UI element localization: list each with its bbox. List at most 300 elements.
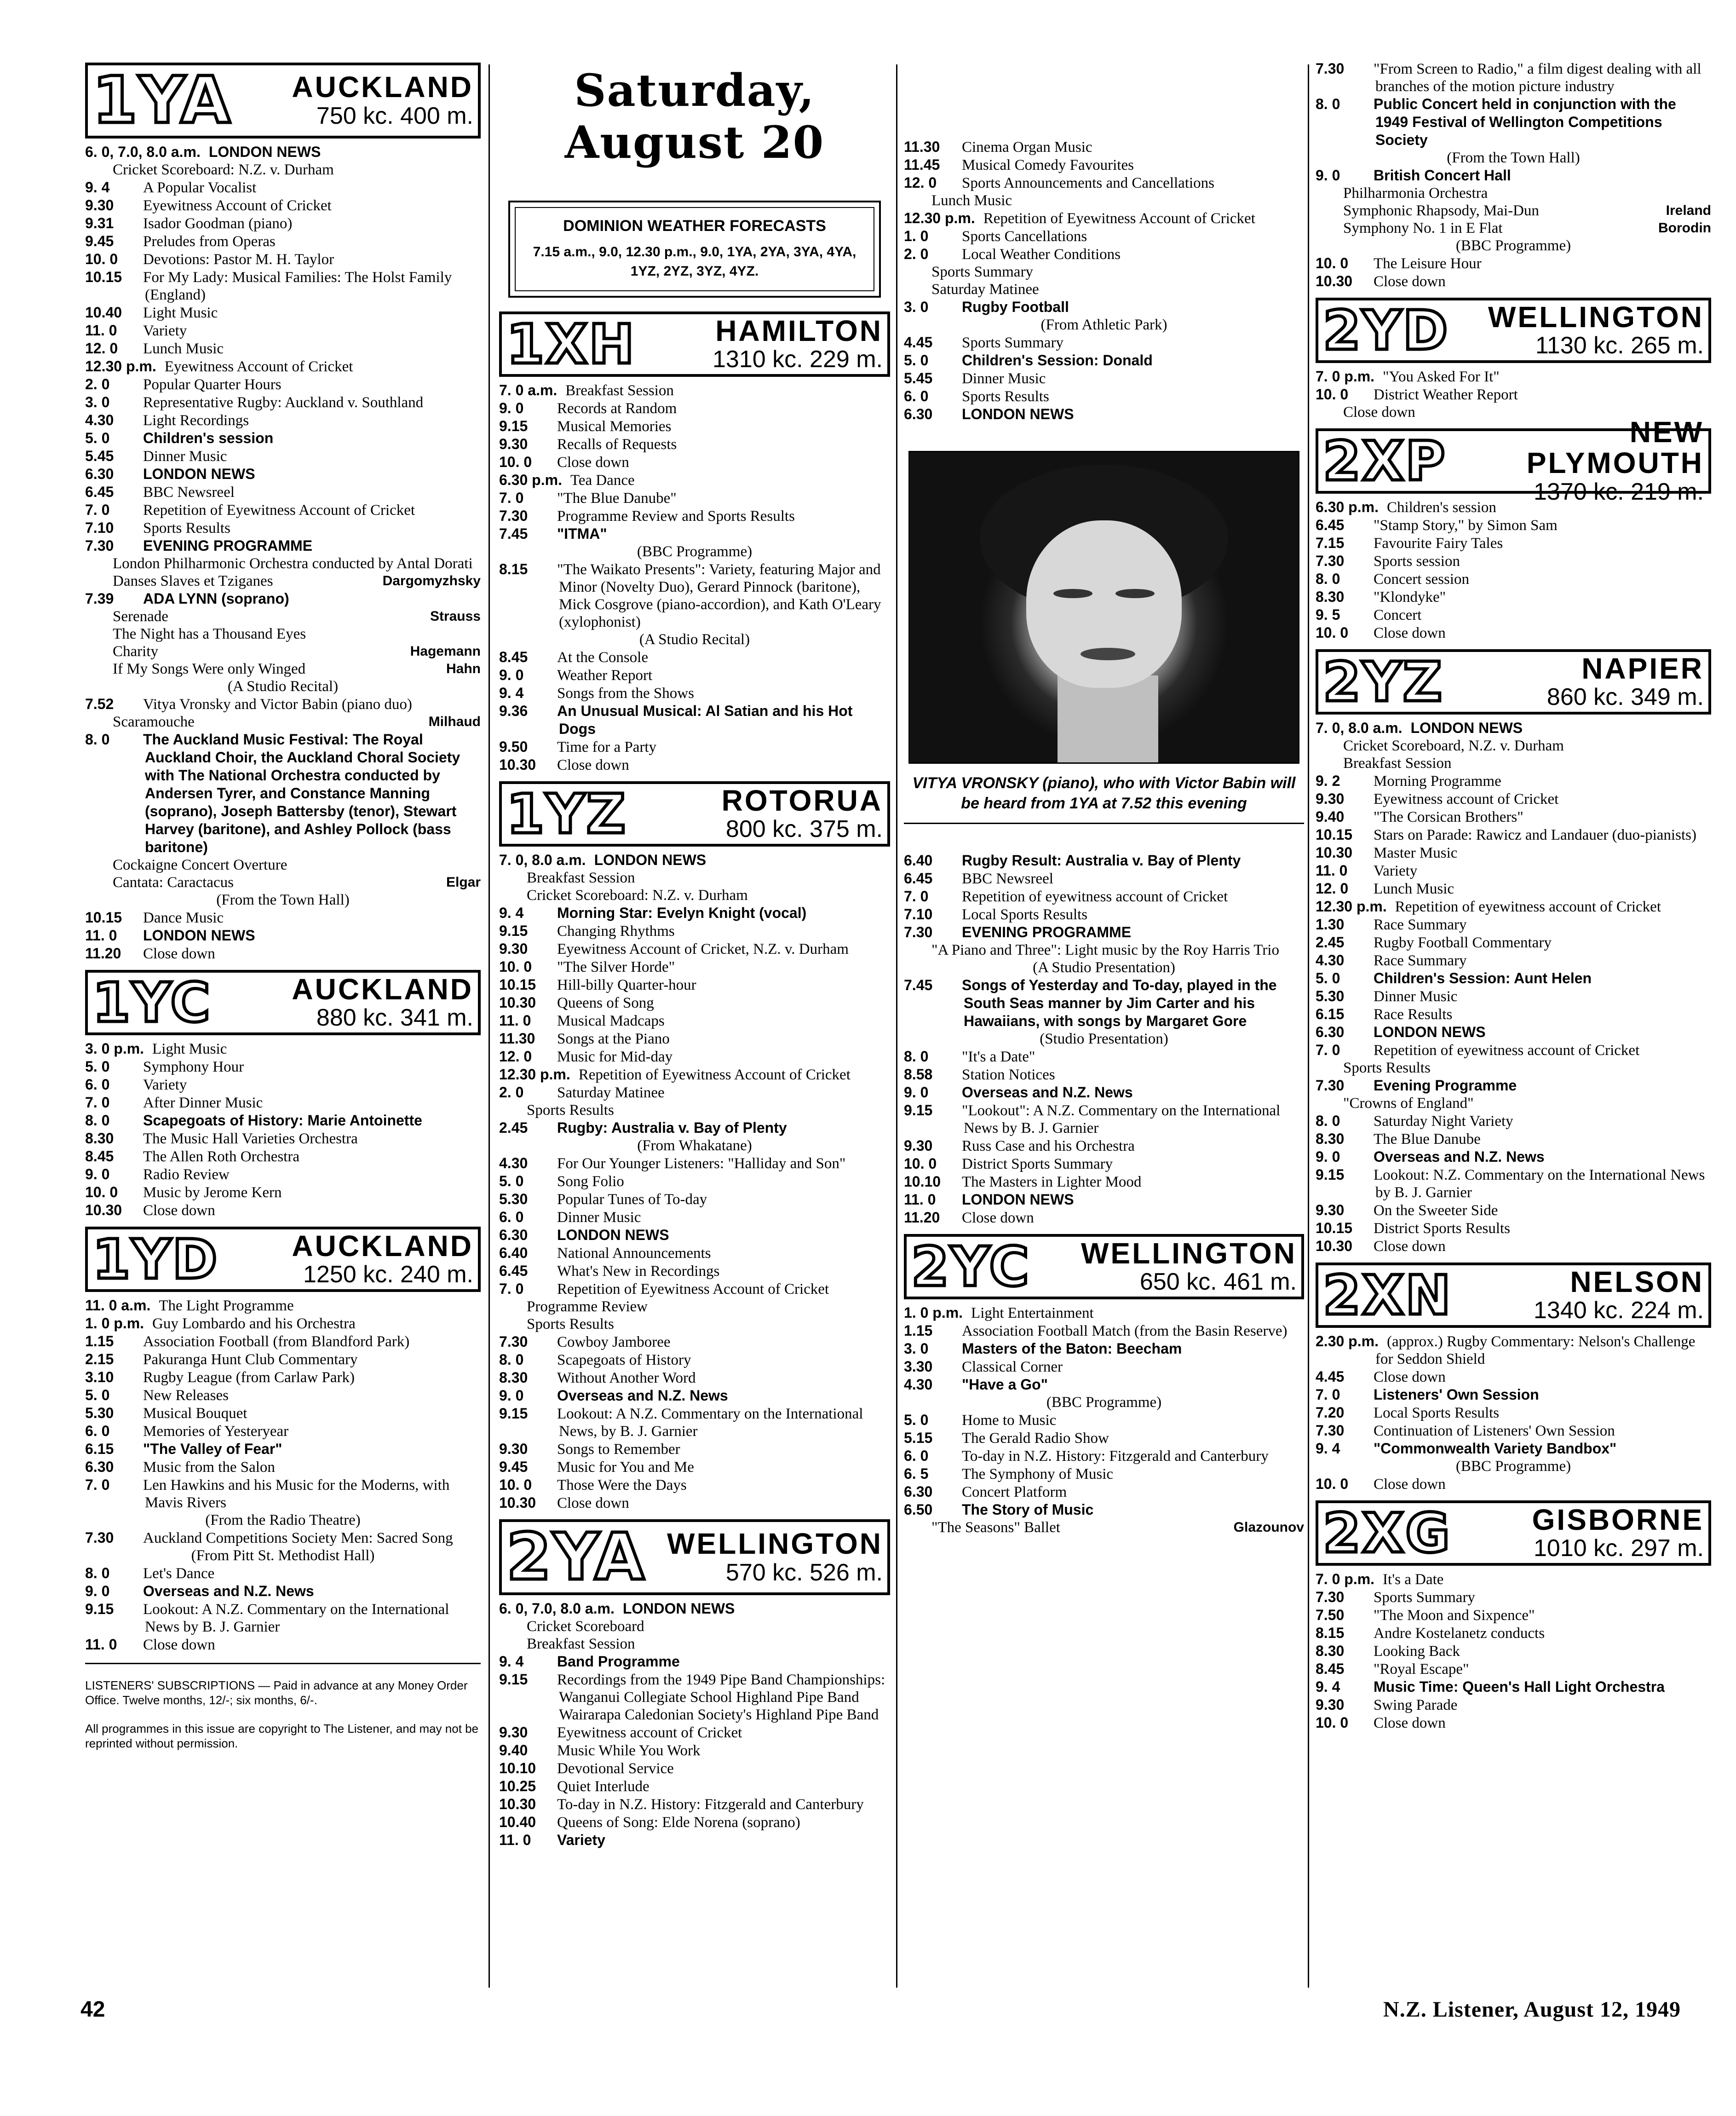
programme-item	[1316, 916, 1711, 934]
programme-item	[85, 678, 481, 695]
programme-item	[904, 316, 1304, 334]
programme-title: LONDON NEWS	[1374, 1024, 1486, 1040]
programme-time: 9. 0	[85, 1166, 110, 1182]
programme-title: Andre Kostelanetz conducts	[1374, 1625, 1545, 1642]
programme-time: 6.15	[85, 1441, 114, 1457]
programme-item	[85, 375, 481, 393]
programme-title: Scapegoats of History: Marie Antoinette	[143, 1112, 422, 1129]
programme-title: Repetition of Eyewitness Account of Cricket	[557, 1281, 829, 1297]
programme-title: Close down	[1374, 1476, 1446, 1493]
programme-item	[904, 852, 1304, 870]
programme-item	[1316, 772, 1711, 790]
programme-time: 12.30 p.m.	[499, 1066, 570, 1083]
programme-time: 7. 0 a.m.	[499, 382, 558, 398]
programme-title: Children's session	[143, 430, 274, 446]
programme-title: Cricket Scoreboard: N.Z. v. Durham	[527, 887, 748, 904]
programme-item	[904, 1465, 1304, 1483]
station-frequency: 1130 kc. 265 m.	[1535, 332, 1704, 359]
programme-time: 8. 0	[1316, 1113, 1340, 1129]
programme-item	[1316, 386, 1711, 404]
programme-item	[499, 543, 890, 560]
programme-time: 7. 0	[499, 1280, 524, 1297]
programme-title: Eyewitness Account of Cricket	[164, 358, 353, 375]
programme-item	[904, 387, 1304, 405]
programme-time: 7. 0, 8.0 a.m.	[1316, 720, 1403, 736]
programme-title: "Crowns of England"	[1343, 1095, 1474, 1112]
programme-time: 9. 4	[499, 905, 524, 921]
programme-title: Close down	[1374, 1715, 1446, 1731]
programme-title: (A Studio Presentation)	[1033, 959, 1175, 976]
programme-title: (A Studio Recital)	[639, 631, 750, 648]
programme-title: Close down	[143, 1202, 215, 1219]
programme-title: Cricket Scoreboard: N.Z. v. Durham	[113, 161, 334, 178]
station-frequency: 800 kc. 375 m.	[725, 816, 883, 842]
programme-title: Station Notices	[962, 1067, 1055, 1083]
column-rule	[489, 64, 490, 1988]
programme-item	[1316, 1237, 1711, 1255]
programme-time: 11.20	[85, 945, 121, 962]
programme-time: 7.15	[1316, 535, 1345, 551]
programme-item	[904, 1501, 1304, 1519]
programme-time: 12.30 p.m.	[1316, 898, 1387, 915]
programme-item	[499, 940, 890, 958]
programme-time: 10. 0	[1316, 1476, 1349, 1492]
programme-title: At the Console	[557, 649, 648, 666]
programme-title: Programme Review and Sports Results	[557, 508, 795, 525]
subscriptions-note: LISTENERS' SUBSCRIPTIONS — Paid in advance at any Money Order Office. Twelve months, 12/-; six months, 6/-.	[85, 1678, 468, 1707]
programme-item	[1316, 60, 1711, 95]
programme-item	[1316, 624, 1711, 642]
programme-item	[499, 1066, 890, 1084]
programme-item	[904, 298, 1304, 316]
programme-title: (From the Radio Theatre)	[205, 1512, 361, 1528]
programme-item	[904, 245, 1304, 263]
programme-time: 7.30	[1316, 1077, 1345, 1094]
programme-item	[1316, 1475, 1711, 1493]
programme-title: Morning Programme	[1374, 773, 1501, 790]
programme-title: "You Asked For It"	[1383, 369, 1500, 385]
programme-item	[904, 941, 1304, 959]
programme-item	[85, 501, 481, 519]
programme-time: 7.52	[85, 696, 114, 712]
programme-item	[499, 1831, 890, 1849]
callsign: 1YC	[92, 971, 212, 1034]
programme-item	[85, 1350, 481, 1368]
programme-title: Breakfast Session	[527, 870, 635, 886]
programme-item	[85, 1386, 481, 1404]
programme-time: 6.30	[499, 1227, 528, 1243]
programme-item	[499, 1119, 890, 1137]
programme-title: Popular Quarter Hours	[143, 376, 282, 393]
station-1ya	[85, 63, 481, 963]
photo-caption: VITYA VRONSKY (piano), who with Victor Babin will be heard from 1YA at 7.52 this evening	[904, 773, 1304, 824]
programme-title: Music Time: Queen's Hall Light Orchestra	[1374, 1678, 1665, 1695]
programme-item	[1316, 552, 1711, 570]
programme-title: Songs from the Shows	[557, 685, 694, 702]
programme-title: Favourite Fairy Tales	[1374, 535, 1503, 552]
programme-time: 10.15	[499, 976, 536, 993]
programme-time: 7. 0	[1316, 1386, 1340, 1403]
programme-title: Hill-billy Quarter-hour	[557, 977, 696, 993]
station-2yd	[1316, 298, 1711, 421]
programme-title: Cockaigne Concert Overture	[113, 857, 287, 873]
programme-title: Sports session	[1374, 553, 1460, 570]
programme-title: Len Hawkins and his Music for the Moderns, with Mavis Rivers	[143, 1477, 450, 1511]
programme-title: LONDON NEWS	[962, 1191, 1074, 1208]
programme-item	[499, 1048, 890, 1066]
programme-time: 10.30	[499, 1494, 536, 1511]
programme-item	[85, 555, 481, 572]
programme-list	[904, 138, 1304, 423]
programme-time: 6. 0	[904, 1447, 929, 1464]
programme-time: 9. 0	[499, 1387, 524, 1404]
programme-time: 9. 4	[499, 685, 524, 701]
station-1yd	[85, 1227, 481, 1654]
weather-times: 7.15 a.m., 9.0, 12.30 p.m., 9.0, 1YA, 2YA, 3YA, 4YA, 1YZ, 2YZ, 3YZ, 4YZ.	[533, 244, 857, 279]
programme-item	[904, 138, 1304, 156]
programme-title: Preludes from Operas	[143, 233, 276, 250]
programme-title: Race Summary	[1374, 952, 1467, 969]
programme-title: LONDON NEWS	[962, 406, 1074, 422]
programme-title: Overseas and N.Z. News	[557, 1387, 728, 1404]
station-1yz	[499, 781, 890, 1512]
programme-title: Lunch Music	[143, 340, 224, 357]
programme-title: Local Sports Results	[1374, 1405, 1500, 1421]
programme-time: 4.30	[85, 412, 114, 428]
programme-title: Close down	[1343, 404, 1415, 421]
programme-item	[1316, 1404, 1711, 1422]
programme-time: 10.40	[85, 304, 122, 321]
programme-title: Sports Results	[143, 520, 230, 536]
station-city: NAPIER	[1581, 652, 1704, 685]
programme-item	[499, 1262, 890, 1280]
programme-title: The Masters in Lighter Mood	[962, 1174, 1142, 1190]
programme-item	[85, 447, 481, 465]
programme-time: 9.15	[499, 923, 528, 939]
programme-time: 9. 4	[499, 1653, 524, 1670]
programme-title: Dinner Music	[143, 448, 227, 465]
programme-title: Repetition of eyewitness account of Cricket	[962, 888, 1228, 905]
station-header	[904, 1234, 1304, 1299]
programme-title: Sports Results	[527, 1102, 614, 1119]
composer: Borodin	[1658, 220, 1711, 236]
programme-item	[1316, 844, 1711, 862]
programme-time: 7. 0	[499, 490, 524, 506]
programme-time: 9.30	[499, 436, 528, 452]
programme-time: 5. 0	[85, 430, 110, 446]
programme-item	[499, 1476, 890, 1494]
programme-title: District Weather Report	[1374, 386, 1518, 403]
programme-list	[1316, 60, 1711, 290]
programme-time: 1. 0 p.m.	[85, 1315, 144, 1332]
programme-time: 10.25	[499, 1778, 536, 1794]
programme-item	[499, 1671, 890, 1724]
programme-title: Without Another Word	[557, 1370, 696, 1386]
programme-item	[85, 713, 481, 731]
programme-time: 6.45	[1316, 517, 1345, 533]
programme-time: 8. 0	[1316, 96, 1340, 112]
programme-title: Concert Platform	[962, 1484, 1067, 1500]
programme-item	[1316, 934, 1711, 951]
programme-time: 7.30	[499, 1333, 528, 1350]
programme-item	[499, 381, 890, 399]
station-header	[499, 781, 890, 847]
programme-title: Master Music	[1374, 845, 1458, 861]
station-header	[499, 311, 890, 377]
programme-title: Light Music	[143, 305, 218, 321]
programme-time: 9.15	[85, 1601, 114, 1617]
programme-list	[85, 143, 481, 963]
programme-item	[85, 196, 481, 214]
programme-time: 7.50	[1316, 1607, 1345, 1623]
programme-time: 12.30 p.m.	[904, 210, 975, 226]
programme-item	[85, 856, 481, 874]
programme-item	[85, 1040, 481, 1058]
programme-title: The Story of Music	[962, 1501, 1094, 1518]
programme-item	[1316, 1606, 1711, 1624]
programme-item	[904, 1101, 1304, 1137]
programme-title: Those Were the Days	[557, 1477, 687, 1493]
programme-title: Lookout: A N.Z. Commentary on the International News by B. J. Garnier	[143, 1601, 449, 1635]
programme-time: 9. 5	[1316, 606, 1340, 623]
programme-time: 7. 0 p.m.	[1316, 368, 1375, 385]
programme-title: Close down	[557, 454, 629, 471]
programme-time: 7.45	[904, 977, 933, 993]
programme-item	[1316, 1696, 1711, 1714]
programme-item	[85, 909, 481, 927]
programme-item	[1316, 1059, 1711, 1077]
programme-item	[499, 851, 890, 869]
column-rule	[896, 64, 897, 1988]
programme-time: 2. 0	[499, 1084, 524, 1101]
station-city: AUCKLAND	[292, 1229, 473, 1263]
programme-title: Saturday Matinee	[557, 1084, 665, 1101]
programme-item	[1316, 237, 1711, 254]
programme-title: Close down	[557, 1495, 629, 1511]
programme-title: Variety	[143, 323, 187, 339]
programme-title: Light Entertainment	[971, 1305, 1094, 1321]
programme-item	[1316, 1458, 1711, 1475]
programme-item	[904, 352, 1304, 369]
programme-time: 7.30	[85, 1529, 114, 1546]
programme-title: "The Waikato Presents": Variety, featuring Major and Minor (Novelty Duo), Gerard Pinnock (baritone), Mick Cosgrove (piano-accordion), and Kath O'Leary (xylophonist)	[557, 561, 881, 630]
programme-title: Musical Memories	[557, 418, 672, 435]
programme-time: 6. 0, 7.0, 8.0 a.m.	[499, 1600, 615, 1617]
programme-time: 11. 0	[499, 1012, 531, 1029]
programme-item	[499, 1618, 890, 1635]
programme-item	[499, 507, 890, 525]
station-2yc	[904, 1234, 1304, 1536]
programme-title: Sports Cancellations	[962, 228, 1087, 245]
programme-item	[904, 1376, 1304, 1394]
programme-item	[904, 209, 1304, 227]
programme-time: 10.15	[85, 269, 122, 285]
programme-item	[85, 1130, 481, 1147]
programme-title: London Philharmonic Orchestra conducted by Antal Dorati	[113, 555, 473, 572]
programme-title: Changing Rhythms	[557, 923, 675, 940]
programme-time: 4.45	[904, 334, 933, 351]
programme-item	[85, 945, 481, 963]
column-1	[85, 55, 481, 1751]
programme-item	[904, 1483, 1304, 1501]
programme-item	[85, 1529, 481, 1547]
programme-item	[499, 1208, 890, 1226]
programme-item	[1316, 1386, 1711, 1404]
programme-title: BBC Newsreel	[962, 871, 1053, 887]
programme-title: Lookout: A N.Z. Commentary on the International News, by B. J. Garnier	[557, 1406, 863, 1440]
station-city: WELLINGTON	[1081, 1236, 1297, 1270]
programme-title: Close down	[1374, 273, 1446, 290]
programme-time: 7.39	[85, 590, 114, 607]
programme-time: 4.45	[1316, 1368, 1345, 1385]
programme-time: 6. 0	[85, 1076, 110, 1093]
programme-time: 2.15	[85, 1351, 114, 1367]
page-number: 42	[80, 1997, 105, 2022]
programme-title: "Commonwealth Variety Bandbox"	[1374, 1440, 1617, 1457]
station-header	[499, 1519, 890, 1595]
programme-item	[499, 756, 890, 774]
programme-item	[1316, 1642, 1711, 1660]
programme-item	[1316, 1440, 1711, 1458]
programme-title: For Our Younger Listeners: "Halliday and Son"	[557, 1155, 846, 1172]
programme-title: Close down	[143, 946, 215, 962]
programme-time: 8.30	[1316, 1130, 1345, 1147]
programme-title: Concert session	[1374, 571, 1470, 588]
programme-title: "Have a Go"	[962, 1376, 1048, 1393]
programme-item	[499, 1244, 890, 1262]
programme-item	[1316, 1422, 1711, 1440]
programme-time: 10. 0	[904, 1155, 937, 1172]
programme-time: 8.30	[1316, 588, 1345, 605]
programme-time: 6. 0	[904, 388, 929, 404]
programme-item	[85, 411, 481, 429]
programme-title: Rugby Football	[962, 299, 1069, 315]
programme-item	[85, 1458, 481, 1476]
programme-title: "The Blue Danube"	[557, 490, 677, 507]
programme-item	[499, 1741, 890, 1759]
programme-time: 3. 0	[85, 394, 110, 410]
programme-title: Race Summary	[1374, 917, 1467, 933]
programme-time: 6.30	[1316, 1024, 1345, 1040]
programme-title: Lunch Music	[931, 192, 1012, 209]
programme-list	[1316, 368, 1711, 421]
programme-time: 10. 0	[85, 1184, 118, 1200]
programme-time: 9.40	[1316, 808, 1345, 825]
programme-title: "ITMA"	[557, 525, 607, 542]
programme-item	[1316, 254, 1711, 272]
programme-time: 8.58	[904, 1066, 933, 1083]
programme-title: Sports Results	[527, 1316, 614, 1332]
programme-title: (A Studio Recital)	[227, 678, 339, 695]
programme-title: For My Lady: Musical Families: The Holst Family (England)	[143, 269, 452, 303]
programme-time: 10.30	[1316, 1238, 1353, 1254]
programme-time: 9.45	[499, 1459, 528, 1475]
programme-title: Radio Review	[143, 1166, 230, 1183]
programme-item	[85, 660, 481, 678]
programme-time: 9.30	[1316, 1696, 1345, 1713]
programme-item	[85, 161, 481, 179]
programme-item	[499, 560, 890, 631]
programme-time: 6.40	[904, 852, 933, 869]
station-frequency: 650 kc. 461 m.	[1139, 1268, 1297, 1295]
programme-time: 7.30	[1316, 553, 1345, 569]
programme-time: 8.45	[1316, 1661, 1345, 1677]
programme-time: 7. 0	[904, 888, 929, 905]
programme-time: 8.15	[499, 561, 528, 577]
composer: Dargomyzhsky	[382, 573, 481, 588]
programme-item	[85, 1297, 481, 1315]
programme-title: "Klondyke"	[1374, 589, 1446, 605]
programme-title: Breakfast Session	[565, 382, 674, 399]
programme-item	[904, 1304, 1304, 1322]
composer: Hagemann	[410, 644, 481, 659]
programme-title: Music for You and Me	[557, 1459, 694, 1476]
programme-item	[499, 1813, 890, 1831]
programme-item	[1316, 987, 1711, 1005]
programme-time: 11. 0	[499, 1832, 531, 1848]
programme-item	[904, 1322, 1304, 1340]
programme-time: 10.30	[1316, 273, 1353, 289]
station-city: NELSON	[1570, 1265, 1704, 1298]
programme-time: 5.15	[904, 1430, 933, 1446]
programme-time: 11.45	[904, 156, 940, 173]
programme-title: "A Piano and Three": Light music by the Roy Harris Trio	[931, 942, 1279, 958]
programme-item	[1316, 1678, 1711, 1696]
programme-list	[1316, 719, 1711, 1255]
programme-item	[1316, 969, 1711, 987]
programme-item	[499, 666, 890, 684]
programme-item	[499, 869, 890, 887]
programme-title: Dinner Music	[1374, 988, 1458, 1005]
programme-time: 2.45	[1316, 934, 1345, 951]
programme-time: 12. 0	[904, 174, 937, 191]
programme-time: 8. 0	[499, 1351, 524, 1368]
programme-time: 3. 0	[904, 299, 929, 315]
programme-item	[499, 1333, 890, 1351]
programme-title: Eyewitness account of Cricket	[1374, 791, 1559, 807]
station-city: AUCKLAND	[292, 70, 473, 104]
programme-title: LONDON NEWS	[143, 927, 255, 944]
programme-title: Eyewitness Account of Cricket	[143, 197, 332, 214]
programme-time: 9.15	[1316, 1166, 1345, 1183]
programme-time: 6. 0	[85, 1423, 110, 1439]
programme-item	[904, 281, 1304, 298]
programme-item	[1316, 1714, 1711, 1732]
programme-title: Weather Report	[557, 667, 653, 684]
programme-title: LONDON NEWS	[622, 1600, 735, 1617]
programme-title: Close down	[1374, 625, 1446, 641]
programme-item	[499, 1030, 890, 1048]
programme-title: Pakuranga Hunt Club Commentary	[143, 1351, 358, 1368]
programme-title: Scapegoats of History	[557, 1352, 691, 1368]
programme-time: 8. 0	[1316, 571, 1340, 587]
programme-item	[499, 471, 890, 489]
programme-title: Morning Star: Evelyn Knight (vocal)	[557, 905, 807, 921]
programme-title: Philharmonia Orchestra	[1343, 185, 1488, 202]
programme-time: 9.15	[499, 1405, 528, 1422]
programme-title: ADA LYNN (soprano)	[143, 590, 289, 607]
programme-item	[85, 1368, 481, 1386]
station-frequency: 880 kc. 341 m.	[316, 1004, 473, 1031]
programme-title: "The Corsican Brothers"	[1374, 809, 1523, 825]
callsign: 2YZ	[1323, 650, 1444, 714]
station-header	[85, 970, 481, 1035]
programme-title: Close down	[143, 1637, 215, 1653]
station-city: WELLINGTON	[667, 1527, 883, 1561]
programme-time: 10.30	[499, 994, 536, 1011]
station-frequency: 860 kc. 349 m.	[1546, 684, 1704, 710]
programme-item	[85, 1183, 481, 1201]
